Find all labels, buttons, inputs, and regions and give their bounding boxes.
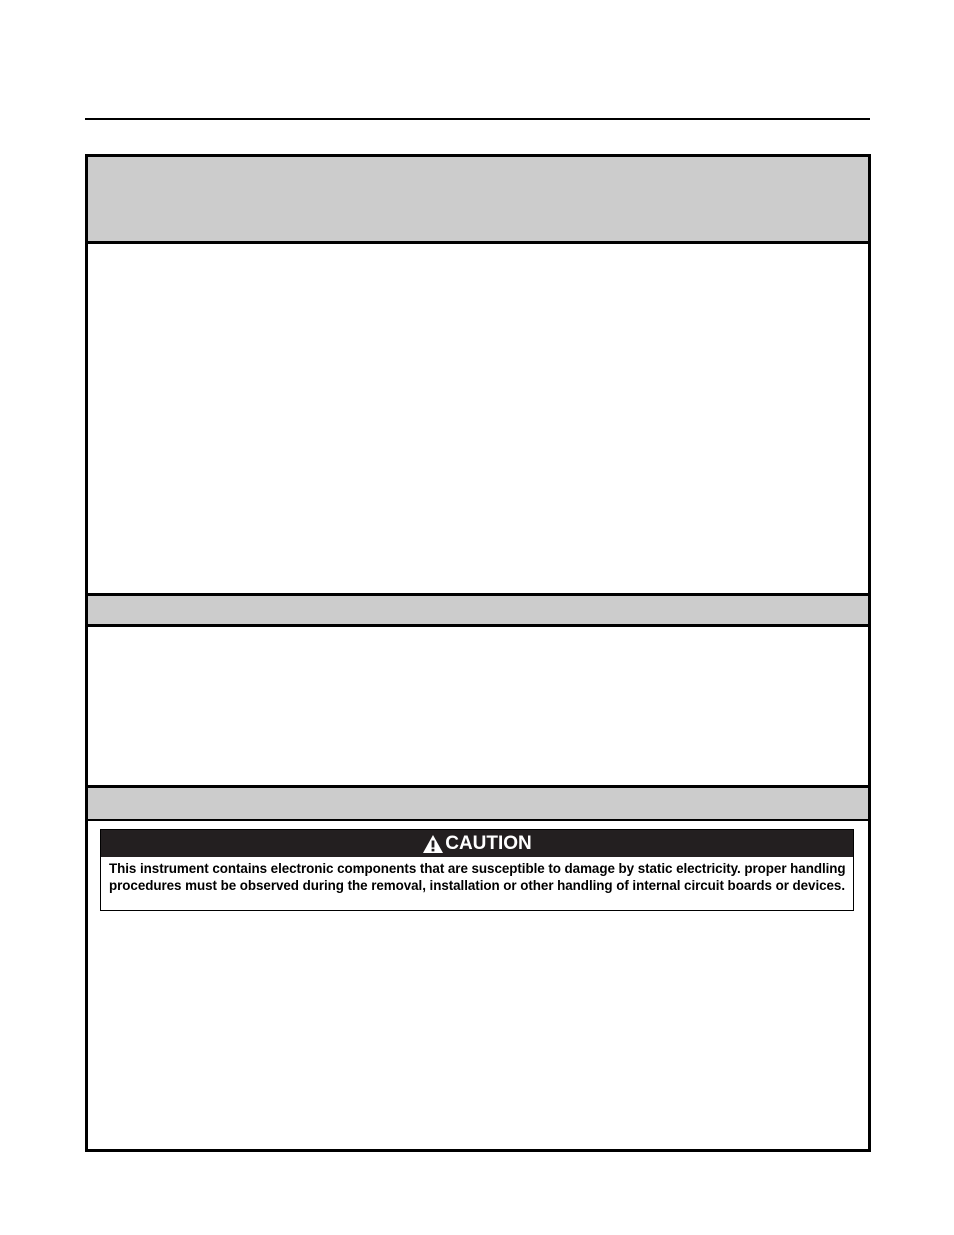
caution-notice (100, 829, 854, 911)
document-frame (85, 154, 871, 1152)
section-header-band-lower (88, 785, 868, 821)
caution-title: CAUTION (445, 832, 532, 854)
caution-message: This instrument contains electronic components that are susceptible to damage by static electricity. proper handling procedures must be observed during the removal, installation or other handling of internal circuit boards or devices. (109, 861, 846, 893)
caution-header (101, 830, 853, 857)
header-rule (85, 118, 870, 120)
section-header-band-top (88, 157, 868, 244)
section-header-band-middle (88, 593, 868, 627)
warning-triangle-icon (422, 834, 444, 854)
